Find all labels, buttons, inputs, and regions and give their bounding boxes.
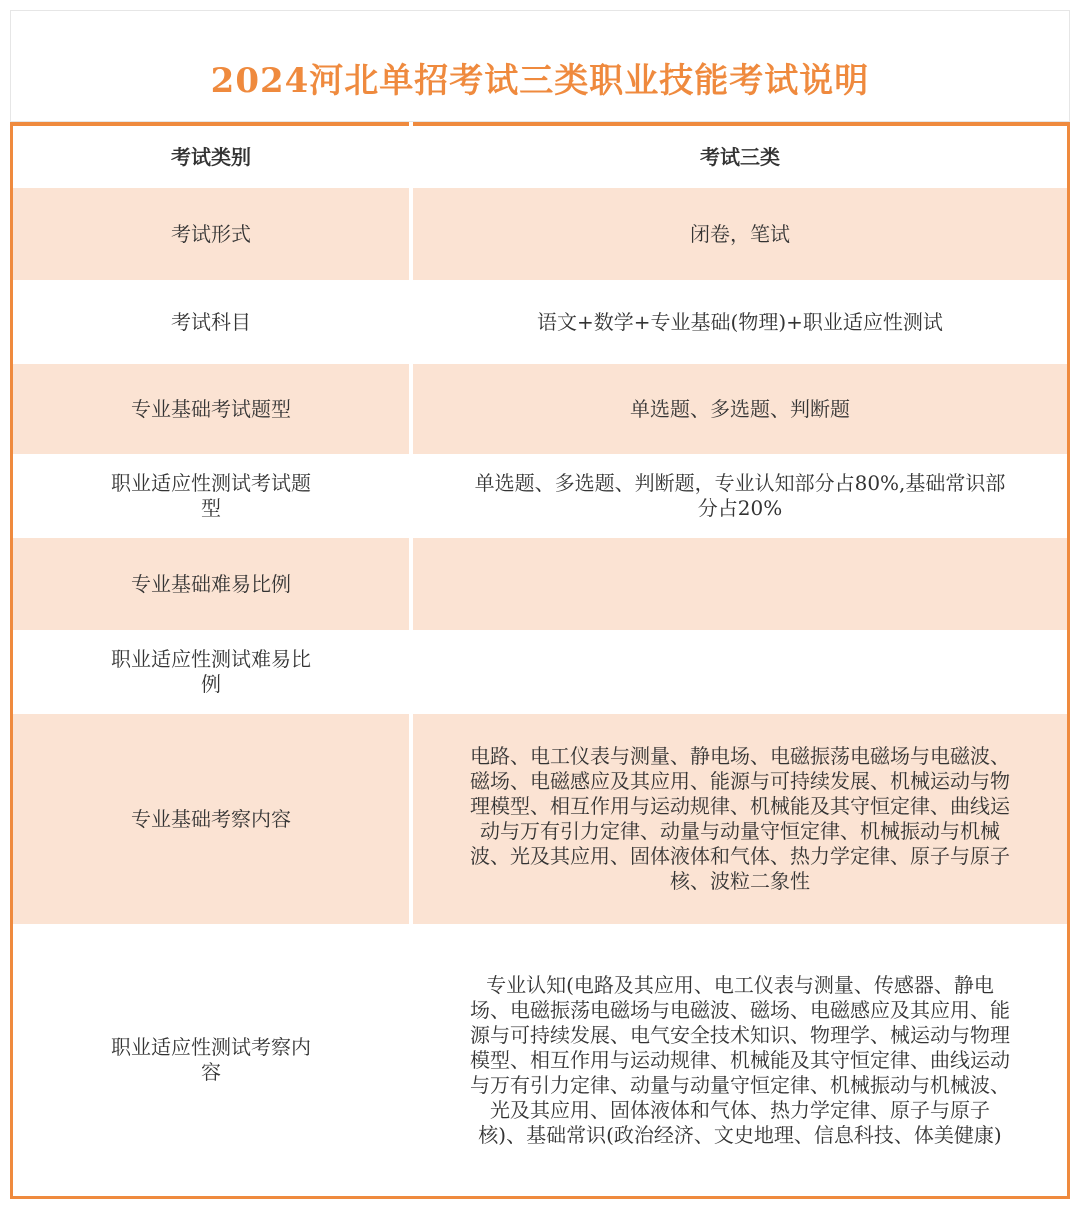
table-row [13, 188, 1067, 280]
table-row [13, 364, 1067, 454]
header-type: 考试三类 [700, 144, 780, 169]
row-value: 电路、电工仪表与测量、静电场、电磁振荡电磁场与电磁波、磁场、电磁感应及其应用、能源与可持续发展、机械运动与物理模型、相互作用与运动规律、机械能及其守恒定律、曲线运动与万有引力定律、动量与动量守恒定律、机械振动与机械波、光及其应用、固体液体和气体、热力学定律、原子与原子核、波粒二象性 [413, 714, 1067, 924]
row-value: 单选题、多选题、判断题 [413, 364, 1067, 454]
row-label: 职业适应性测试难易比例 [111, 647, 311, 696]
exam-table [10, 122, 1070, 1199]
title-box [10, 10, 1070, 122]
row-label: 专业基础难易比例 [13, 538, 409, 630]
row-value: 闭卷，笔试 [413, 188, 1067, 280]
row-label: 考试科目 [171, 309, 251, 334]
row-label: 专业基础考试题型 [13, 364, 409, 454]
table-header [13, 126, 1067, 188]
row-label: 职业适应性测试考试题型 [111, 471, 311, 520]
table-row [13, 280, 1067, 364]
row-label: 考试形式 [13, 188, 409, 280]
row-value [413, 630, 1067, 714]
row-value [413, 538, 1067, 630]
row-value: 单选题、多选题、判断题，专业认知部分占80%,基础常识部分占20% [474, 471, 1006, 520]
table-row [13, 924, 1067, 1196]
page-title: 2024河北单招考试三类职业技能考试说明 [210, 61, 870, 101]
table-row [13, 454, 1067, 538]
row-label: 专业基础考察内容 [13, 714, 409, 924]
row-label: 职业适应性测试考察内容 [111, 1035, 311, 1084]
row-value: 专业认知(电路及其应用、电工仪表与测量、传感器、静电场、电磁振荡电磁场与电磁波、磁场、电磁感应及其应用、能源与可持续发展、电气安全技术知识、物理学、械运动与物理模型、相互作用与运动规律、机械能及其守恒定律、曲线运动与万有引力定律、动量与动量守恒定律、机械振动与机械波、光及其应用、固体液体和气体、热力学定律、原子与原子核)、基础常识(政治经济、文史地理、信息科技、体美健康) [470, 972, 1010, 1147]
table-row [13, 538, 1067, 630]
header-category: 考试类别 [171, 144, 251, 169]
table-row [13, 630, 1067, 714]
table-row [13, 714, 1067, 924]
row-value: 语文+数学+专业基础(物理)+职业适应性测试 [537, 309, 943, 334]
